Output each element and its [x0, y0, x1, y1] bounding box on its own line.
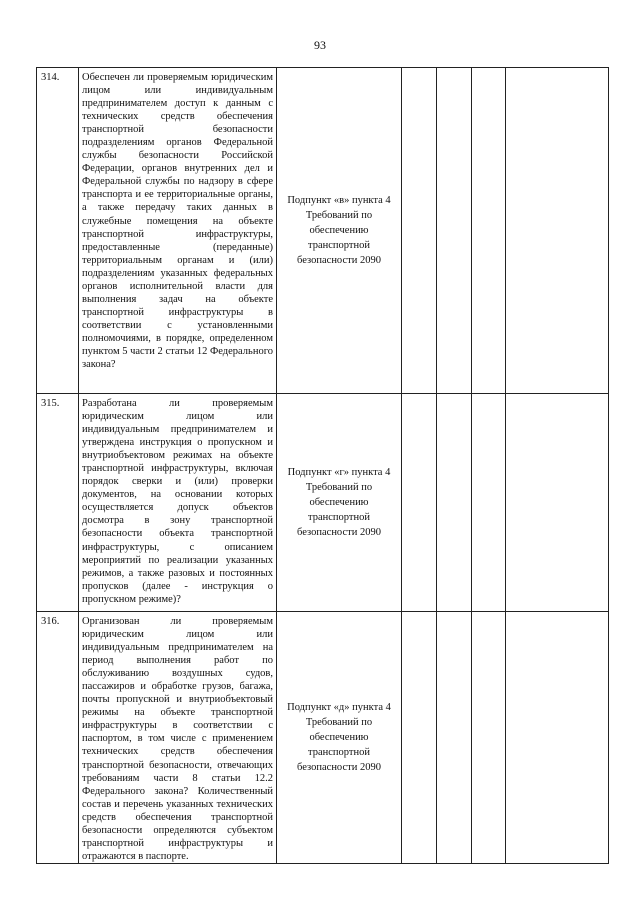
answer-no-cell	[437, 612, 472, 864]
requirement-reference: Подпункт «д» пункта 4 Требований по обеспечению транспортной безопасности 2090	[277, 612, 402, 864]
answer-na-cell	[472, 68, 506, 394]
table-row	[37, 68, 609, 394]
answer-na-cell	[472, 612, 506, 864]
row-number: 316.	[37, 612, 79, 864]
answer-yes-cell	[402, 612, 437, 864]
comment-cell	[506, 394, 609, 612]
question-text: Организован ли проверяемым юридическим лицом или индивидуальным предпринимателем на период выполнения работ по обслуживанию воздушных судов, пассажиров и обработке грузов, багажа, почты пропускной и внутриобъектовый режимы на объекте транспортной инфраструктуры в соответствии с паспортом, в том числе с применением технических средств обеспечения транспортной безопасности, отвечающих требованиям части 8 статьи 12.2 Федерального закона? Количественный состав и перечень указанных технических средств обеспечения транспортной безопасности определяются субъектом транспортной инфраструктуры и отражаются в паспорте.	[82, 616, 273, 862]
row-number: 314.	[37, 68, 79, 394]
question-cell	[79, 68, 277, 394]
answer-no-cell	[437, 68, 472, 394]
answer-yes-cell	[402, 394, 437, 612]
answer-no-cell	[437, 394, 472, 612]
answer-yes-cell	[402, 68, 437, 394]
requirement-reference: Подпункт «в» пункта 4 Требований по обеспечению транспортной безопасности 2090	[277, 68, 402, 394]
comment-cell	[506, 68, 609, 394]
question-cell	[79, 394, 277, 612]
table-row	[37, 394, 609, 612]
question-cell	[79, 612, 277, 864]
page-number: 93	[314, 38, 326, 52]
table-row	[37, 612, 609, 864]
question-text: Обеспечен ли проверяемым юридическим лицом или индивидуальным предпринимателем доступ к данным с технических средств обеспечения транспортной безопасности подразделениям органов Федеральной службы безопасности Российской Федерации, органов внутренних дел и Федеральной службы по надзору в сфере транспорта и ее территориальные органы, а также передачу таких данных в служебные помещения на объекте транспортной инфраструктуры, предоставленные (переданные) территориальным органам и (или) подразделениям указанных федеральных органов исполнительной власти для выполнения задач на объекте транспортной инфраструктуры в соответствии с установленными полномочиями, в порядке, определенном пунктом 5 части 2 статьи 12 Федерального закона?	[82, 72, 273, 371]
comment-cell	[506, 612, 609, 864]
question-text: Разработана ли проверяемым юридическим лицом или индивидуальным предпринимателем и утверждена инструкция о пропускном и внутриобъектовом режимах на объекте транспортной инфраструктуры, включая порядок сверки и (или) проверки документов, на основании которых осуществляется допуск объектов досмотра в зону транспортной безопасности объекта транспортной инфраструктуры, с описанием мероприятий по реализации указанных режимов, а также разовых и постоянных пропусков (далее - инструкция о пропускном режиме)?	[82, 398, 273, 605]
checklist-table	[36, 67, 609, 864]
answer-na-cell	[472, 394, 506, 612]
row-number: 315.	[37, 394, 79, 612]
requirement-reference: Подпункт «г» пункта 4 Требований по обеспечению транспортной безопасности 2090	[277, 394, 402, 612]
